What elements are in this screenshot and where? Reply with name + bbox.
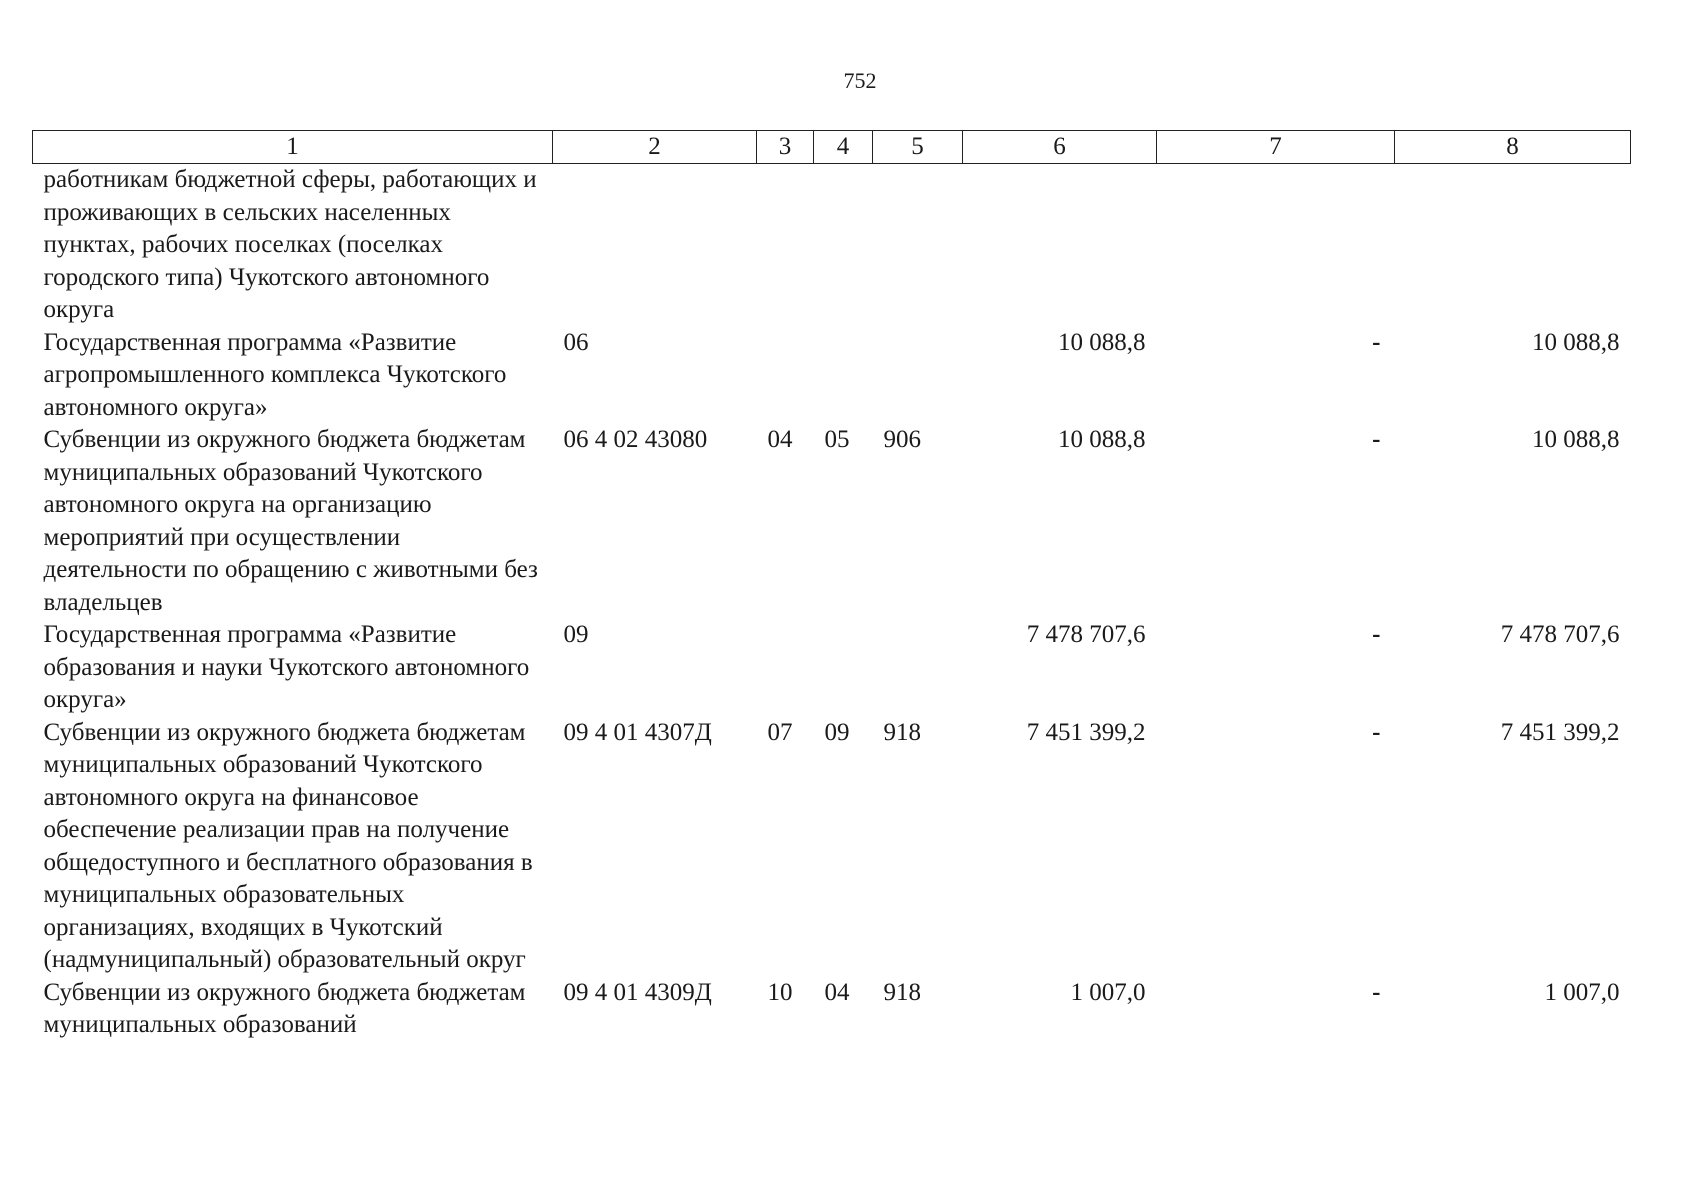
row-col4 bbox=[814, 619, 873, 717]
row-name: Субвенции из окружного бюджета бюджетам муниципальных образований Чукотского автономного округа на организацию мероприятий при осуществлении деятельности по обращению с животными без владельцев bbox=[43, 426, 538, 616]
row-name: Субвенции из окружного бюджета бюджетам муниципальных образований Чукотского автономного округа на финансовое обеспечение реализации прав на получение общедоступного и бесплатного образования в муниципальных образовательных организациях, входящих в Чукотский (надмуниципальный) образовательный округ bbox=[43, 718, 533, 973]
row-name: Государственная программа «Развитие агропромышленного комплекса Чукотского автономного округа» bbox=[43, 328, 507, 421]
row-col8 bbox=[1395, 164, 1631, 327]
row-col5: 918 bbox=[883, 718, 921, 746]
row-col8: 1 007,0 bbox=[1544, 978, 1620, 1006]
row-code: 09 bbox=[563, 621, 589, 648]
row-code: 09 4 01 4307Д bbox=[563, 718, 712, 746]
row-col7: - bbox=[1372, 621, 1381, 648]
table-row bbox=[33, 424, 1631, 619]
row-col3 bbox=[757, 327, 814, 425]
row-col3: 04 bbox=[767, 426, 793, 453]
row-col7: - bbox=[1372, 328, 1381, 356]
row-col6: 10 088,8 bbox=[1058, 328, 1146, 356]
column-header: 1 bbox=[33, 131, 553, 164]
row-col4: 04 bbox=[824, 978, 850, 1006]
column-header: 4 bbox=[814, 131, 873, 164]
column-header: 8 bbox=[1395, 131, 1631, 164]
row-col3 bbox=[757, 619, 814, 717]
row-col7: - bbox=[1372, 426, 1381, 453]
row-col6: 7 478 707,6 bbox=[1026, 621, 1146, 648]
table-row bbox=[33, 717, 1631, 977]
row-col7: - bbox=[1372, 978, 1381, 1006]
row-col5 bbox=[873, 164, 963, 327]
row-name: работникам бюджетной сферы, работающих и проживающих в сельских населенных пунктах, рабочих поселках (поселках городского типа) Чукотского автономного округа bbox=[43, 166, 537, 323]
row-col5: 918 bbox=[883, 978, 921, 1006]
table-header-row bbox=[33, 131, 1631, 164]
column-header: 7 bbox=[1157, 131, 1395, 164]
row-col6: 7 451 399,2 bbox=[1026, 718, 1146, 746]
row-col4: 09 bbox=[824, 718, 850, 746]
row-col5 bbox=[873, 619, 963, 717]
table-row bbox=[33, 327, 1631, 425]
row-col7: - bbox=[1372, 718, 1381, 746]
row-col5: 906 bbox=[883, 426, 921, 453]
table-row bbox=[33, 164, 1631, 327]
row-col8: 7 478 707,6 bbox=[1500, 621, 1620, 648]
column-header: 2 bbox=[553, 131, 757, 164]
budget-table bbox=[32, 130, 1631, 1042]
row-col6: 10 088,8 bbox=[1058, 426, 1146, 453]
column-header: 3 bbox=[757, 131, 814, 164]
row-code: 06 bbox=[563, 328, 589, 356]
row-col4: 05 bbox=[824, 426, 850, 453]
row-col8: 7 451 399,2 bbox=[1500, 718, 1620, 746]
row-col3: 07 bbox=[767, 718, 793, 746]
column-header: 5 bbox=[873, 131, 963, 164]
table-row bbox=[33, 977, 1631, 1042]
row-col3 bbox=[757, 164, 814, 327]
row-code: 09 4 01 4309Д bbox=[563, 978, 712, 1006]
row-col8: 10 088,8 bbox=[1532, 426, 1620, 453]
column-header: 6 bbox=[963, 131, 1157, 164]
row-col4 bbox=[814, 164, 873, 327]
row-col4 bbox=[814, 327, 873, 425]
row-code: 06 4 02 43080 bbox=[563, 426, 708, 453]
row-col8: 10 088,8 bbox=[1532, 328, 1620, 356]
row-col5 bbox=[873, 327, 963, 425]
row-code bbox=[553, 164, 757, 327]
table-row bbox=[33, 619, 1631, 717]
row-col7 bbox=[1157, 164, 1395, 327]
row-name: Субвенции из окружного бюджета бюджетам муниципальных образований bbox=[43, 978, 526, 1038]
row-col3: 10 bbox=[767, 978, 793, 1006]
row-name: Государственная программа «Развитие образования и науки Чукотского автономного округа» bbox=[43, 621, 530, 713]
row-col6 bbox=[963, 164, 1157, 327]
page-number: 752 bbox=[843, 68, 877, 93]
row-col6: 1 007,0 bbox=[1070, 978, 1146, 1006]
